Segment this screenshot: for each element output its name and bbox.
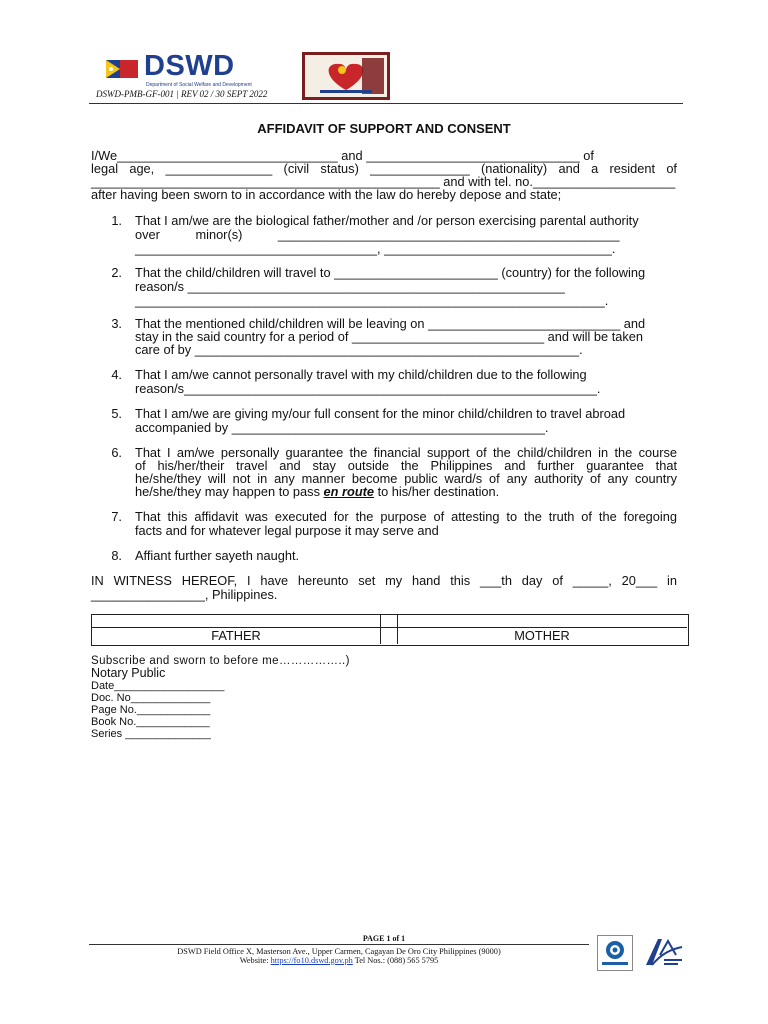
item-3-line-3: care of by ______________________________________________________. [135, 342, 583, 357]
subscribe-sworn-text: Subscribe and sworn to before me……………..) [91, 655, 350, 667]
item-6-line-1: That I am/we personally guarantee the financial support of the child/children in the course [135, 445, 677, 460]
intro-line-1: I/We_______________________________ and ______________________________ of [91, 148, 594, 163]
item-5-number: 5. [111, 406, 122, 421]
notary-doc-no-field: Doc. No_____________ [91, 692, 211, 704]
item-4-number: 4. [111, 367, 122, 382]
item-1-line-2: over minor(s) ________________________________________________ [135, 227, 620, 242]
header-rule [89, 103, 683, 104]
dswd-logo-text: DSWD [144, 50, 235, 82]
item-3-line-1: That the mentioned child/children will be leaving on ___________________________ and [135, 316, 646, 331]
item-4-line-2: reason/s__________________________________________________________. [135, 381, 601, 396]
item-2-line-3: __________________________________________________________________. [135, 293, 609, 308]
item-8-number: 8. [111, 548, 122, 563]
item-5-line-2: accompanied by ____________________________________________. [135, 420, 549, 435]
iab-accreditation-icon [642, 935, 686, 971]
website-link[interactable]: https://fo10.dswd.gov.ph [270, 956, 353, 965]
en-route-emphasis: en route [323, 484, 375, 499]
witness-line-2: ________________, Philippines. [91, 587, 278, 602]
item-7-line-1: That this affidavit was executed for the purpose of attesting to the truth of the foregoing [135, 509, 677, 524]
item-6-line-2: of his/her/their travel and stay outside the Philippines and further guarantee that [135, 458, 677, 473]
item-2-line-2: reason/s _____________________________________________________ [135, 279, 565, 294]
item-4-line-1: That I am/we cannot personally travel with my child/children due to the following [135, 367, 587, 382]
footer-rule [89, 944, 589, 945]
dswd-logo-subtext: Department of Social Welfare and Development [146, 82, 252, 88]
item-3-line-2: stay in the said country for a period of ___________________________ and will be taken [135, 329, 643, 344]
item-2-number: 2. [111, 265, 122, 280]
item-3-number: 3. [111, 316, 122, 331]
socotec-certification-icon [597, 935, 633, 971]
document-code: DSWD-PMB-GF-001 | REV 02 / 30 SEPT 2022 [96, 89, 268, 99]
item-1-line-3: __________________________________, ________________________________. [135, 241, 616, 256]
father-signature-label: FATHER [211, 628, 261, 643]
item-7-line-2: facts and for whatever legal purpose it may serve and [135, 523, 439, 538]
intro-line-2: legal age, _______________ (civil status) ______________ (nationality) and a resident of [91, 161, 677, 176]
notary-public-label: Notary Public [91, 666, 166, 680]
intro-line-3: _________________________________________________ and with tel. no.____________________ [91, 174, 676, 189]
footer-address: DSWD Field Office X, Masterson Ave., Upper Carmen, Cagayan De Oro City Philippines (9000) [177, 947, 501, 956]
notary-page-no-field: Page No.____________ [91, 704, 211, 716]
witness-line-1: IN WITNESS HEREOF, I have hereunto set my hand this ___th day of _____, 20___ in [91, 573, 677, 588]
item-1-number: 1. [111, 213, 122, 228]
item-6-line-4: he/she/they may happen to pass en route to his/her destination. [135, 484, 500, 499]
item-2-line-1: That the child/children will travel to _______________________ (country) for the following [135, 265, 646, 280]
mother-signature-label: MOTHER [514, 628, 570, 643]
item-7-number: 7. [111, 509, 122, 524]
intro-line-4: after having been sworn to in accordance with the law do hereby depose and state; [91, 187, 562, 202]
notary-date-field: Date__________________ [91, 680, 225, 692]
item-1-line-1: That I am/we are the biological father/mother and /or person exercising parental authority [135, 213, 639, 228]
footer-contact: Website: https://fo10.dswd.gov.ph Tel Nos.: (088) 565 5795 [239, 956, 439, 965]
program-seal-icon [302, 52, 390, 100]
item-5-line-1: That I am/we are giving my/our full consent for the minor child/children to travel abroad [135, 406, 626, 421]
notary-book-no-field: Book No.____________ [91, 716, 210, 728]
document-title: AFFIDAVIT OF SUPPORT AND CONSENT [257, 121, 511, 136]
item-6-number: 6. [111, 445, 122, 460]
item-6-line-3: he/she/they will not in any manner become public ward/s of any authority of any country [135, 471, 677, 486]
dswd-flag-logo-icon [104, 58, 140, 80]
page-number: PAGE 1 of 1 [362, 934, 406, 943]
item-8-line-1: Affiant further sayeth naught. [135, 548, 300, 563]
notary-series-field: Series ______________ [91, 728, 211, 740]
